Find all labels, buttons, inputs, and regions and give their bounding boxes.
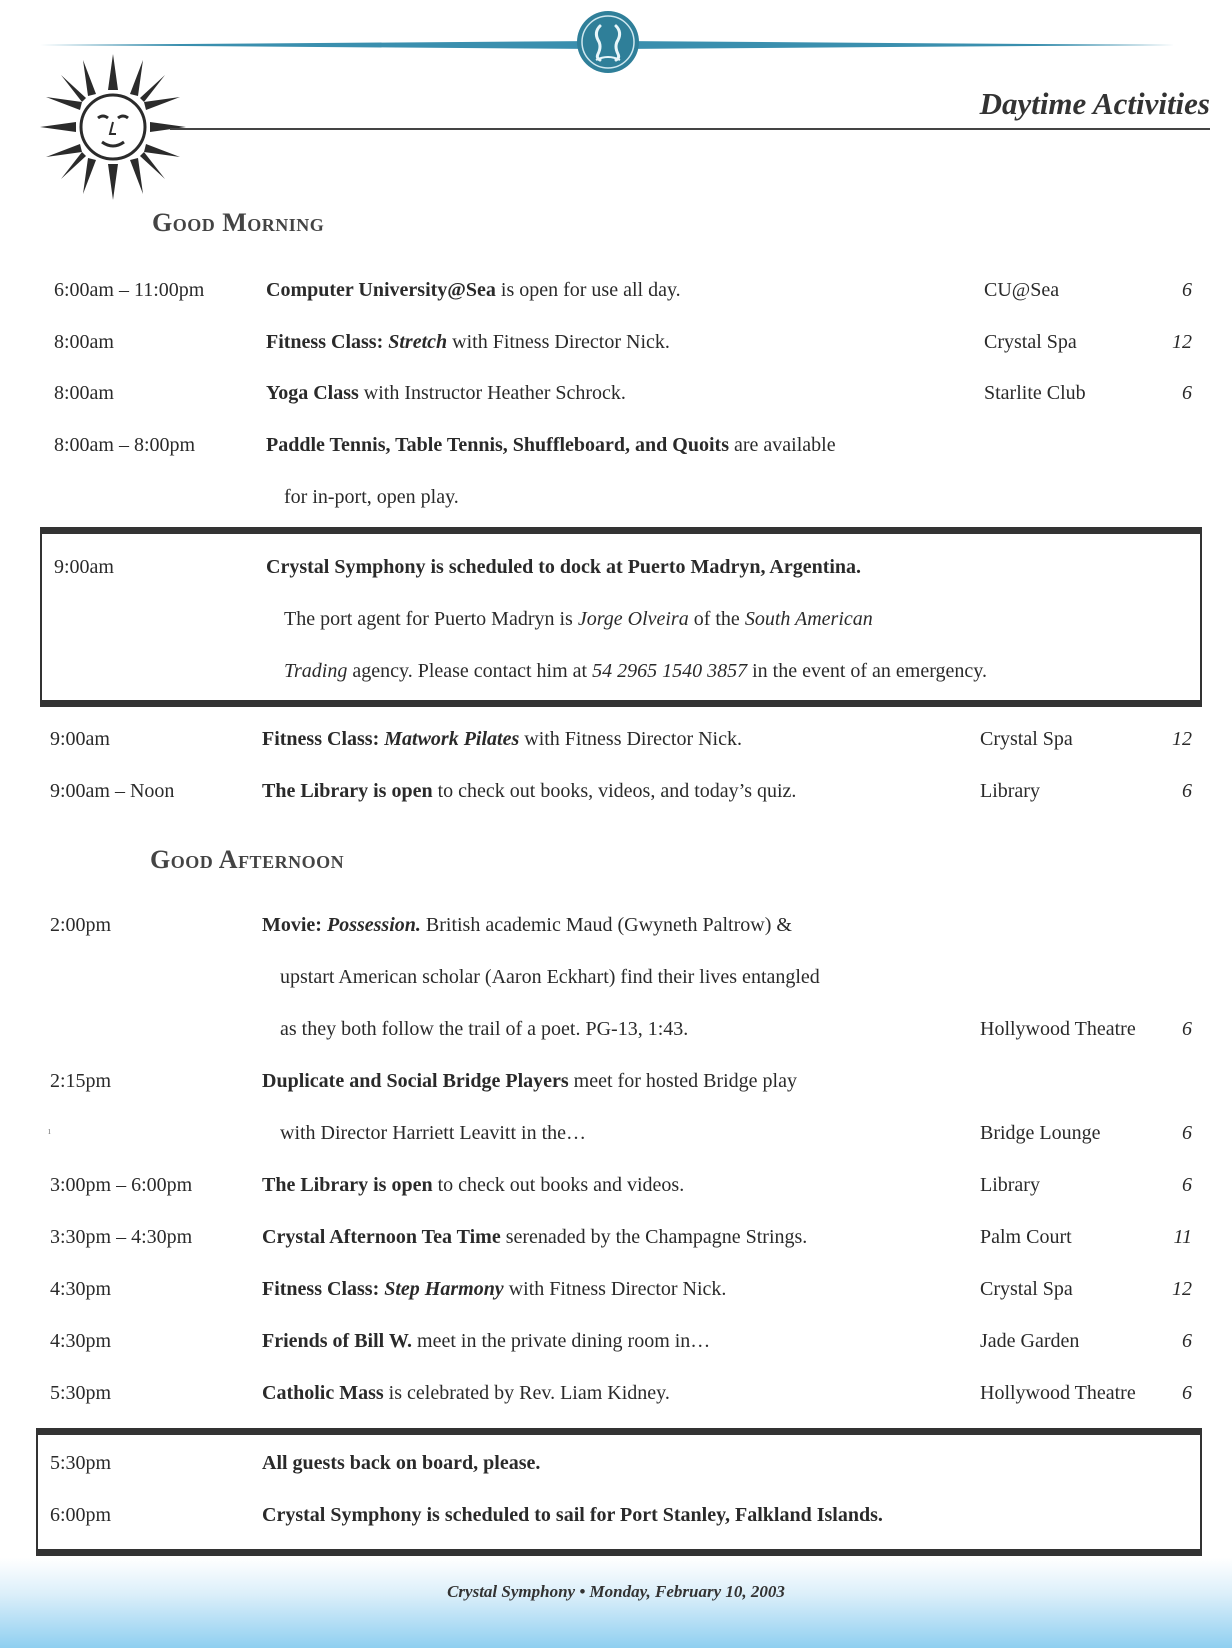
- event-description-continued: upstart American scholar (Aaron Eckhart) find their lives entangled: [280, 966, 820, 988]
- page-reference: 12: [1172, 331, 1192, 353]
- event-time: 9:00am: [54, 556, 114, 578]
- event-time: 2:00pm: [50, 914, 112, 936]
- event-description: Friends of Bill W. meet in the private dining room in…: [262, 1330, 711, 1352]
- event-time: 9:00am – Noon: [50, 780, 175, 802]
- event-description: Crystal Afternoon Tea Time serenaded by the Champagne Strings.: [262, 1226, 808, 1248]
- schedule-row: [0, 1222, 1232, 1252]
- scan-mark: ı: [48, 1126, 51, 1137]
- event-location: Hollywood Theatre: [980, 1018, 1136, 1040]
- event-time: 8:00am: [54, 382, 114, 404]
- page-reference: 6: [1182, 279, 1192, 301]
- schedule-row-continuation: [0, 962, 1232, 992]
- event-time: 5:30pm: [50, 1382, 112, 1404]
- event-time: 9:00am: [50, 728, 110, 750]
- page-footer: Crystal Symphony • Monday, February 10, 2003: [447, 1582, 785, 1601]
- page-reference: 6: [1182, 780, 1192, 802]
- page-reference: 12: [1172, 1278, 1192, 1300]
- event-time: 6:00am – 11:00pm: [54, 279, 205, 301]
- schedule-row: [0, 275, 1232, 305]
- boarding-notice-row: [0, 1448, 1232, 1478]
- schedule-row: [0, 1066, 1232, 1096]
- event-time: 4:30pm: [50, 1278, 112, 1300]
- event-location: Crystal Spa: [980, 1278, 1073, 1300]
- event-location: Library: [980, 1174, 1040, 1196]
- event-location: CU@Sea: [984, 279, 1060, 301]
- schedule-row: [0, 1274, 1232, 1304]
- event-time: 6:00pm: [50, 1504, 112, 1526]
- event-description: The Library is open to check out books and videos.: [262, 1174, 685, 1196]
- boarding-notice-text: All guests back on board, please.: [262, 1452, 541, 1474]
- schedule-row: [0, 430, 1232, 460]
- event-time: 2:15pm: [50, 1070, 112, 1092]
- event-description: Yoga Class with Instructor Heather Schrock.: [266, 382, 626, 404]
- schedule-row-continuation: [0, 1118, 1232, 1148]
- event-description: Duplicate and Social Bridge Players meet for hosted Bridge play: [262, 1070, 797, 1092]
- page-reference: 12: [1172, 728, 1192, 750]
- event-description: Catholic Mass is celebrated by Rev. Liam Kidney.: [262, 1382, 670, 1404]
- boarding-notice-text: Crystal Symphony is scheduled to sail for Port Stanley, Falkland Islands.: [262, 1504, 883, 1526]
- schedule-row: [0, 1170, 1232, 1200]
- sun-icon: [38, 52, 188, 202]
- event-description: Movie: Possession. British academic Maud (Gwyneth Paltrow) &: [262, 914, 792, 936]
- header-rule: [170, 128, 1210, 130]
- event-description: Computer University@Sea is open for use all day.: [266, 279, 681, 301]
- schedule-row: [0, 724, 1232, 754]
- port-notice-row: [0, 656, 1232, 686]
- schedule-row: [0, 776, 1232, 806]
- page-reference: 6: [1182, 1174, 1192, 1196]
- section-heading-afternoon: Good Afternoon: [150, 845, 345, 874]
- schedule-row: [0, 910, 1232, 940]
- section-heading-morning: Good Morning: [152, 208, 325, 237]
- event-time: 3:30pm – 4:30pm: [50, 1226, 193, 1248]
- port-notice-row: [0, 604, 1232, 634]
- schedule-row-continuation: [0, 482, 1232, 512]
- page-reference: 6: [1182, 1122, 1192, 1144]
- page-reference: 6: [1182, 1330, 1192, 1352]
- event-description-continued: as they both follow the trail of a poet. PG-13, 1:43.: [280, 1018, 689, 1040]
- event-description-continued: with Director Harriett Leavitt in the…: [280, 1122, 587, 1144]
- seahorse-emblem-icon: [576, 10, 640, 74]
- boarding-notice-row: [0, 1500, 1232, 1530]
- page-reference: 6: [1182, 1018, 1192, 1040]
- event-description: Paddle Tennis, Table Tennis, Shuffleboard, and Quoits are available: [266, 434, 836, 456]
- event-location: Library: [980, 780, 1040, 802]
- event-description: Fitness Class: Stretch with Fitness Director Nick.: [266, 331, 670, 353]
- event-location: Jade Garden: [980, 1330, 1080, 1352]
- page-reference: 6: [1182, 382, 1192, 404]
- schedule-row: [0, 327, 1232, 357]
- event-location: Crystal Spa: [984, 331, 1077, 353]
- schedule-row: [0, 1326, 1232, 1356]
- port-notice-headline: Crystal Symphony is scheduled to dock at Puerto Madryn, Argentina.: [266, 556, 862, 578]
- event-time: 8:00am – 8:00pm: [54, 434, 196, 456]
- event-time: 4:30pm: [50, 1330, 112, 1352]
- port-agent-details: The port agent for Puerto Madryn is Jorge Olveira of the South American: [284, 608, 873, 630]
- event-location: Bridge Lounge: [980, 1122, 1101, 1144]
- event-time: 5:30pm: [50, 1452, 112, 1474]
- event-location: Starlite Club: [984, 382, 1086, 404]
- event-description: The Library is open to check out books, videos, and today’s quiz.: [262, 780, 797, 802]
- schedule-row-continuation: [0, 1014, 1232, 1044]
- event-location: Hollywood Theatre: [980, 1382, 1136, 1404]
- schedule-row: [0, 1378, 1232, 1408]
- event-description: Fitness Class: Step Harmony with Fitness Director Nick.: [262, 1278, 727, 1300]
- footer-band: [0, 1558, 1232, 1648]
- event-description-continued: for in-port, open play.: [284, 486, 459, 508]
- event-location: Crystal Spa: [980, 728, 1073, 750]
- event-time: 3:00pm – 6:00pm: [50, 1174, 193, 1196]
- event-time: 8:00am: [54, 331, 114, 353]
- port-notice-row: [0, 552, 1232, 582]
- page-title: Daytime Activities: [979, 86, 1210, 121]
- port-agent-contact: Trading agency. Please contact him at 54 2965 1540 3857 in the event of an emergency.: [284, 660, 987, 682]
- schedule-row: [0, 378, 1232, 408]
- page-reference: 6: [1182, 1382, 1192, 1404]
- event-location: Palm Court: [980, 1226, 1072, 1248]
- event-description: Fitness Class: Matwork Pilates with Fitness Director Nick.: [262, 728, 742, 750]
- page-reference: 11: [1173, 1226, 1192, 1248]
